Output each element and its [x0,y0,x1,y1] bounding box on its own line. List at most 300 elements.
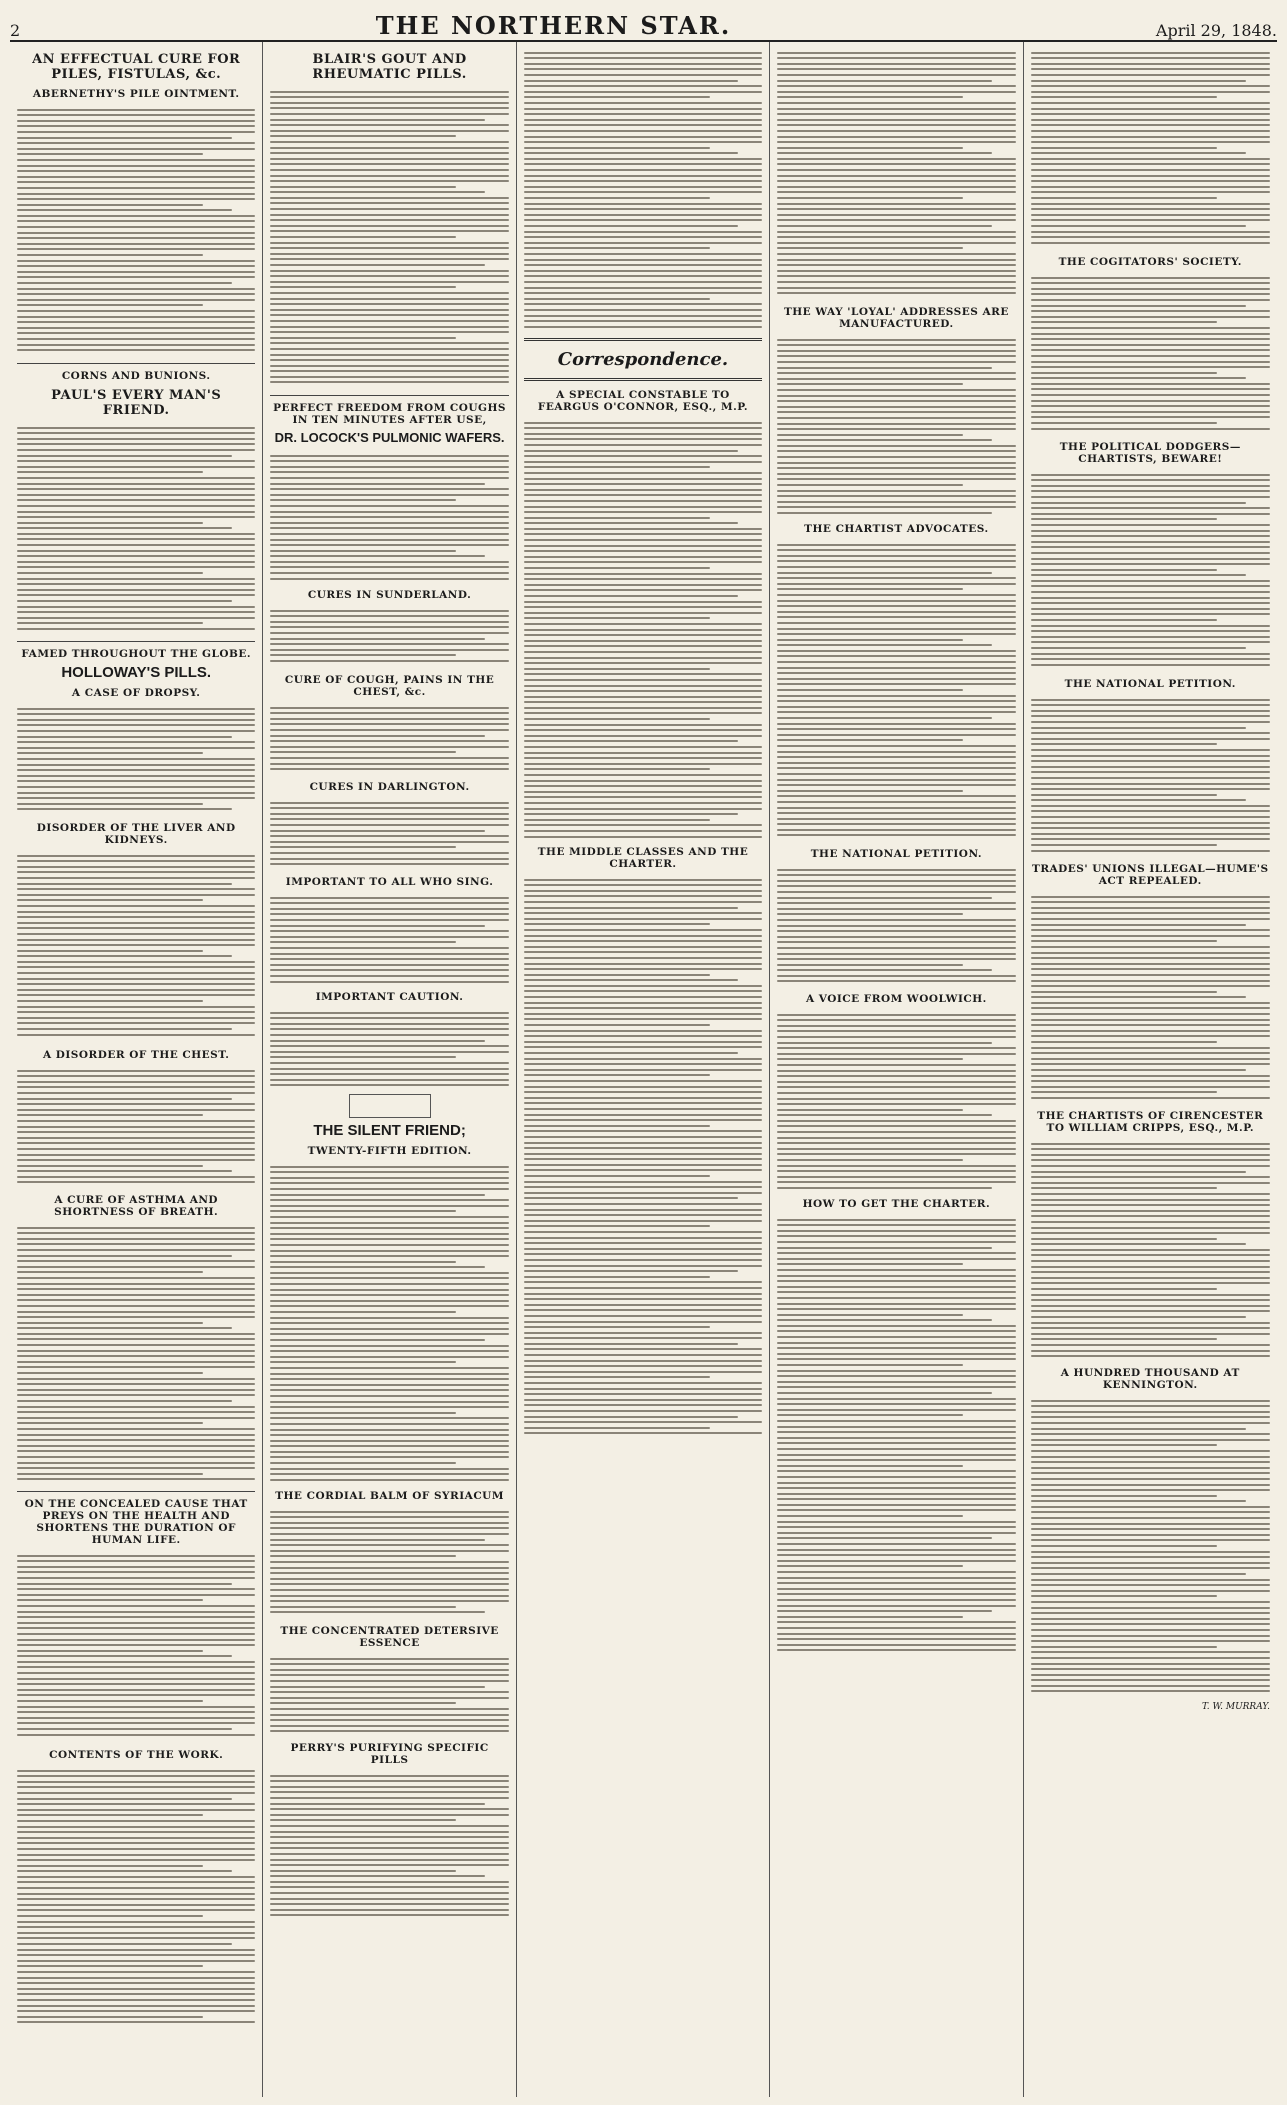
text-line [270,1266,485,1268]
text-line [524,1164,762,1166]
col1-heading-9: A DISORDER OF THE CHEST. [42,1049,230,1061]
text-line [777,1414,963,1416]
text-line [17,1809,255,1811]
text-line [524,1348,762,1350]
text-line [524,951,762,953]
text-line [17,1011,255,1013]
text-line [1031,1277,1270,1279]
text-line [777,706,1015,708]
text-line [524,601,762,603]
text-line [17,215,255,217]
text-line [777,1342,1015,1344]
text-line [524,1192,762,1194]
text-line [17,1915,203,1917]
text-line [1031,1305,1270,1307]
text-line [1031,850,1270,852]
text-line [777,980,1015,982]
text-line [777,874,1015,876]
text-line [777,1219,1015,1221]
text-line [17,1394,255,1396]
text-line [17,550,255,552]
text-line [17,719,255,721]
text-line [270,1261,456,1263]
text-line [17,566,255,568]
text-line [524,657,762,659]
text-line [17,1594,255,1596]
text-line [777,762,1015,764]
text-line [17,349,255,351]
text-line [17,871,255,873]
text-line [1031,991,1218,993]
text-line [777,897,992,899]
text-line [524,946,762,948]
text-line [777,214,1015,216]
text-line [524,1293,762,1295]
text-line [17,1422,203,1424]
col2-text-4 [270,701,508,775]
text-line [270,930,508,932]
text-line [1031,474,1270,476]
text-line [270,1669,508,1671]
text-line [17,1993,255,1995]
text-line [777,1549,1015,1551]
text-line [1031,1517,1270,1519]
text-line [524,895,762,897]
text-line [270,941,456,943]
text-line [270,824,508,826]
text-line [524,1125,710,1127]
text-line [270,729,508,731]
text-line [1031,1551,1270,1553]
text-line [777,372,1015,374]
text-line [270,381,508,383]
text-line [17,1566,255,1568]
text-line [524,556,762,558]
text-line [17,1820,255,1822]
text-line [1031,721,1270,723]
text-line [17,344,255,346]
text-line [524,1388,762,1390]
text-line [270,1583,508,1585]
text-line [270,225,508,227]
text-line [524,1265,762,1267]
text-line [1031,1646,1218,1648]
text-line [777,1159,963,1161]
text-line [270,723,508,725]
col2-heading-1: BLAIR'S GOUT AND RHEUMATIC PILLS. [312,52,467,82]
text-line [524,236,762,238]
text-line [17,1854,255,1856]
text-line [777,1025,1015,1027]
text-line [777,292,1015,294]
text-line [1031,333,1270,335]
text-line [270,1853,508,1855]
text-line [777,1509,1015,1511]
text-line [1031,608,1270,610]
text-line [524,785,762,787]
text-line [1031,124,1270,126]
text-line [524,1416,739,1418]
text-line [17,288,255,290]
text-line [1031,558,1270,560]
text-line [524,175,762,177]
text-line [524,990,762,992]
text-line [1031,907,1270,909]
text-line [1031,405,1270,407]
text-line [17,176,255,178]
text-line [270,1479,508,1481]
text-line [1031,1148,1270,1150]
text-line [270,1572,508,1574]
text-line [17,1960,255,1962]
text-line [17,1316,255,1318]
text-line [524,651,762,653]
text-line [777,52,1015,54]
text-line [17,1977,255,1979]
text-line [1031,1456,1270,1458]
text-line [1031,1439,1270,1441]
text-line [524,1276,710,1278]
text-line [1031,1204,1270,1206]
text-line [777,124,1015,126]
text-line [270,1533,508,1535]
text-line [524,589,762,591]
text-line [777,68,1015,70]
text-line [777,1291,1015,1293]
text-line [524,640,762,642]
col2-heading-5: CURE OF COUGH, PAINS IN THE CHEST, &c. [284,674,495,698]
text-line [524,163,762,165]
text-line [17,1148,255,1150]
text-line [1031,1545,1218,1547]
text-line [17,894,255,896]
text-line [17,1786,255,1788]
text-line [17,1921,255,1923]
text-line [777,1403,1015,1405]
text-line [270,202,508,204]
text-line [777,253,1015,255]
text-line [1031,1227,1270,1229]
text-line [777,711,1015,713]
text-line [17,1406,255,1408]
text-line [270,1373,508,1375]
text-line [17,622,203,624]
text-line [17,1999,255,2001]
text-line [777,406,1015,408]
text-line [270,638,485,640]
text-line [270,953,508,955]
text-line [1031,388,1270,390]
text-line [1031,152,1246,154]
text-line [777,790,963,792]
text-line [1031,613,1270,615]
text-line [270,1708,508,1710]
text-line [270,858,508,860]
text-line [270,1277,508,1279]
text-line [17,1428,255,1430]
text-line [777,812,1015,814]
text-line [270,113,508,115]
text-line [1031,1668,1270,1670]
col2-heading-6: CURES IN DARLINGTON. [309,781,470,793]
text-line [524,1035,762,1037]
text-line [270,1808,508,1810]
text-line [17,877,255,879]
text-line [270,1406,508,1408]
text-line [270,1567,508,1569]
text-line [17,792,255,794]
text-line [1031,1428,1246,1430]
text-line [1031,231,1270,233]
text-line [524,539,762,541]
text-line [524,1281,762,1283]
text-line [777,1047,1015,1049]
text-line [17,332,255,334]
col1-text-3 [17,702,255,816]
text-line [777,247,963,249]
text-line [524,270,762,272]
text-line [777,1532,1015,1534]
text-line [1031,1450,1270,1452]
text-line [17,1120,255,1122]
text-line [524,923,710,925]
text-line [1031,738,1270,740]
text-line [777,1431,1015,1433]
text-line [270,337,456,339]
text-line [17,1383,255,1385]
text-line [1031,288,1270,290]
text-line [17,1022,255,1024]
text-line [270,1725,508,1727]
col4-text-b [777,538,1015,842]
text-line [1031,479,1270,481]
col5-text-3 [1031,693,1270,857]
text-line [524,483,762,485]
text-line [524,444,762,446]
text-line [777,175,1015,177]
text-line [1031,783,1270,785]
text-line [17,1848,255,1850]
text-line [777,1131,1015,1133]
col1-heading-2: ABERNETHY'S PILE OINTMENT. [32,88,240,100]
text-line [17,327,255,329]
column-5 [1024,42,1277,2097]
text-line [270,1389,508,1391]
text-line [1031,1635,1270,1637]
text-line [1031,96,1218,98]
text-line [270,846,456,848]
text-line [17,730,255,732]
text-line [270,1079,508,1081]
text-line [777,136,1015,138]
text-line [270,1445,508,1447]
text-line [270,1892,508,1894]
text-line [1031,1002,1270,1004]
text-line [777,91,1015,93]
text-line [17,226,255,228]
text-line [1031,1556,1270,1558]
text-line [777,1109,963,1111]
text-line [270,566,508,568]
text-line [1031,130,1270,132]
text-line [777,639,963,641]
text-line [524,679,762,681]
text-line [777,1241,1015,1243]
text-line [1031,1405,1270,1407]
text-line [524,1432,762,1434]
text-line [524,890,762,892]
text-line [270,555,485,557]
text-line [1031,1063,1270,1065]
text-line [777,1275,1015,1277]
text-line [524,1321,762,1323]
text-line [777,462,1015,464]
text-line [270,466,508,468]
text-line [1031,1472,1270,1474]
text-line [524,1142,762,1144]
text-line [524,1080,762,1082]
text-line [17,1650,203,1652]
text-line [524,1231,762,1233]
text-line [1031,1238,1218,1240]
text-line [524,802,762,804]
text-line [270,1300,508,1302]
text-line [17,713,255,715]
text-line [270,925,485,927]
text-line [777,628,1015,630]
text-line [777,1616,963,1618]
text-line [1031,929,1270,931]
col2-heading-11: THE CORDIAL BALM OF SYRIACUM [275,1490,504,1502]
text-line [1031,602,1270,604]
col4-text-0 [777,46,1015,300]
text-line [270,96,508,98]
text-line [524,1175,710,1177]
text-line [524,1376,710,1378]
text-line [270,1702,456,1704]
col2-heading-13: PERRY'S PURIFYING SPECIFIC PILLS [290,1742,489,1766]
text-line [270,1073,508,1075]
text-line [1031,169,1270,171]
text-line [270,712,508,714]
text-line [17,922,255,924]
text-line [270,264,485,266]
text-line [17,916,255,918]
col3-heading-1: Correspondence. [557,349,729,370]
text-line [1031,1607,1270,1609]
text-line [1031,699,1270,701]
text-line [524,757,762,759]
text-line [1031,293,1270,295]
text-line [1031,1629,1270,1631]
text-line [1031,1478,1270,1480]
text-line [17,1734,255,1736]
text-line [524,617,710,619]
text-line [524,584,762,586]
text-line [777,1125,1015,1127]
text-line [524,522,739,524]
text-line [524,819,710,821]
text-line [524,545,762,547]
text-line [270,1311,456,1313]
text-line [17,187,255,189]
text-line [524,963,762,965]
text-line [777,1476,1015,1478]
text-line [17,803,203,805]
text-line [1031,102,1270,104]
text-line [270,969,508,971]
col1-heading-5: FAMED THROUGHOUT THE GLOBE. [21,648,252,660]
text-line [17,209,232,211]
text-line [17,1694,255,1696]
masthead [10,6,1277,42]
text-line [270,1182,508,1184]
text-line [524,718,710,720]
text-line [17,1683,255,1685]
col2-text-7 [270,1006,508,1090]
text-line [777,1280,1015,1282]
text-line [1031,242,1270,244]
text-line [17,1770,255,1772]
text-line [17,1181,255,1183]
text-line [1031,1573,1246,1575]
text-line [777,1515,963,1517]
text-line [270,477,508,479]
text-line [1031,411,1270,413]
text-line [17,572,203,574]
text-line [17,1571,255,1573]
text-line [17,443,255,445]
text-line [777,1230,1015,1232]
text-line [270,141,508,143]
text-line [270,1045,508,1047]
text-line [777,734,1015,736]
text-line [1031,163,1270,165]
text-line [777,350,1015,352]
text-line [270,253,508,255]
text-line [777,1582,1015,1584]
text-line [17,1700,203,1702]
col1-text-7 [17,1549,255,1743]
text-line [777,484,963,486]
text-line [1031,1500,1246,1502]
text-line [17,1266,255,1268]
text-line [1031,1013,1270,1015]
text-line [777,723,1015,725]
text-line [777,616,1015,618]
text-line [1031,1091,1218,1093]
text-line [1031,74,1270,76]
text-line [17,316,255,318]
text-line [270,1305,508,1307]
text-line [1031,1685,1270,1687]
text-line [17,438,255,440]
text-line [777,583,1015,585]
col4-text-a [777,333,1015,517]
text-line [270,342,508,344]
text-line [1031,366,1270,368]
text-line [524,326,762,328]
text-line [17,1098,232,1100]
text-line [270,175,508,177]
text-line [17,1627,255,1629]
text-line [17,1639,255,1641]
col5-text-4 [1031,890,1270,1104]
text-line [1031,1080,1270,1082]
col2-heading-10: TWENTY-FIFTH EDITION. [307,1145,472,1157]
text-line [270,527,508,529]
text-line [270,1401,508,1403]
